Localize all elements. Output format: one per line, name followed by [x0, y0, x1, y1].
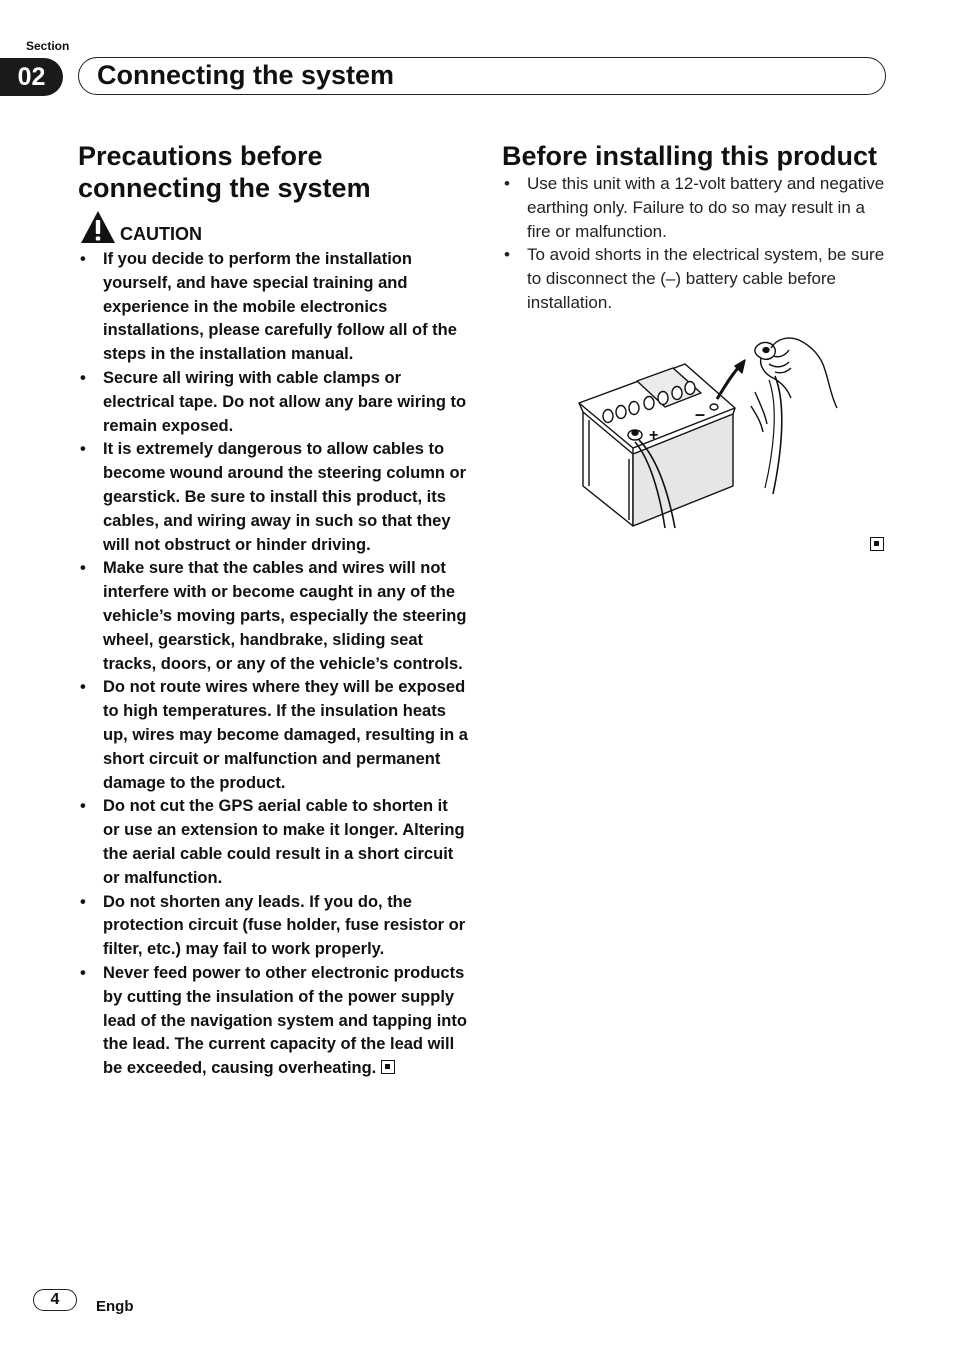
positive-terminal-label: +	[649, 427, 659, 444]
list-item: • Secure all wiring with cable clamps or electrical tape. Do not allow any bare wiring to remain exposed.	[78, 367, 468, 438]
list-item: • If you decide to perform the installation yourself, and have special training and experience in the mobile electronics installations, please carefully follow all of the steps in the installation manual.	[78, 248, 468, 367]
section-label: Section	[26, 39, 70, 53]
page-language: Engb	[96, 1298, 134, 1315]
negative-terminal-label: –	[695, 404, 706, 424]
list-item: • Use this unit with a 12-volt battery and negative earthing only. Failure to do so may result in a fire or malfunction.	[502, 172, 892, 243]
page-number-badge: 4	[33, 1289, 77, 1311]
caution-label: CAUTION	[120, 224, 202, 244]
precautions-heading: Precautions before connecting the system	[78, 141, 371, 203]
list-item: • Do not shorten any leads. If you do, the protection circuit (fuse holder, fuse resistor or filter, etc.) may fail to work properly.	[78, 891, 468, 962]
list-item: • Make sure that the cables and wires will not interfere with or become caught in any of the vehicle’s moving parts, especially the steering wheel, gearstick, handbrake, sliding seat tracks, doors, or any of the vehicle’s controls.	[78, 557, 468, 676]
warning-triangle-icon	[80, 210, 116, 244]
list-item	[78, 962, 468, 1081]
caution-row	[78, 210, 468, 248]
list-item-text: Never feed power to other electronic products by cutting the insulation of the power supply lead of the navigation system and tapping into the lead. The current capacity of the lead will be exceeded, causing overheating.	[103, 963, 467, 1078]
section-title: Connecting the system	[97, 60, 395, 90]
section-title-box	[78, 57, 886, 95]
list-item: • To avoid shorts in the electrical system, be sure to disconnect the (–) battery cable before installation.	[502, 243, 892, 314]
section-number-badge: 02	[0, 58, 63, 96]
before-installing-heading: Before installing this product	[502, 141, 878, 171]
install-list	[502, 172, 892, 315]
end-of-section-mark	[381, 1060, 395, 1074]
list-item: • It is extremely dangerous to allow cables to become wound around the steering column or gearstick. Be sure to install this product, its cables, and wiring away in such so that they will not obstruct or hinder driving.	[78, 438, 468, 557]
caution-list	[78, 248, 468, 1081]
list-item: • Do not cut the GPS aerial cable to shorten it or use an extension to make it longer. Altering the aerial cable could result in a short circuit or malfunction.	[78, 795, 468, 890]
end-of-section-mark	[870, 537, 884, 551]
left-column	[78, 140, 468, 1081]
list-item: • Do not route wires where they will be exposed to high temperatures. If the insulation heats up, wires may become damaged, resulting in a short circuit or malfunction and permanent damage to the product.	[78, 676, 468, 795]
battery-disconnect-illustration	[575, 336, 840, 531]
right-column	[502, 140, 892, 315]
